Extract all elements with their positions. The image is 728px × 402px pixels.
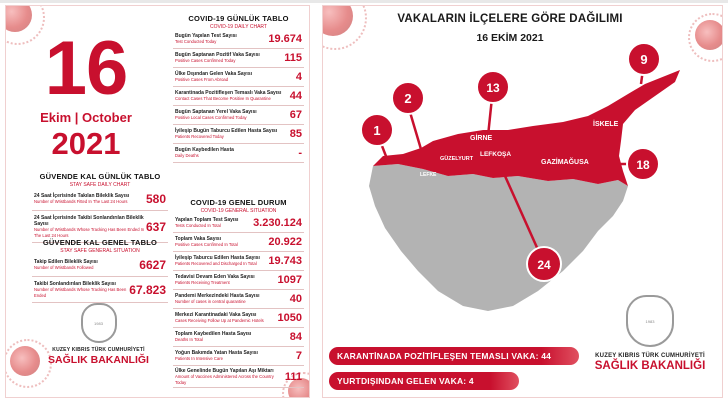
row-label-en: Patients Recovered and Discharged In Total <box>175 261 257 267</box>
row-label-en: Number of Wristbands Whose Tracking Has Been Ended <box>34 287 127 298</box>
row-label-en: Patients Receiving Treatment <box>175 280 230 286</box>
row-label: Pandemi Merkezindeki Hasta Sayısı <box>175 293 260 300</box>
bubble-girne[interactable] <box>477 71 509 103</box>
region-label-guzelyurt: GÜZELYURT <box>440 156 474 162</box>
row-label: Bugün Saptanan Yerel Vaka Sayısı <box>175 109 257 116</box>
bubble-count: 24 <box>537 258 551 272</box>
row-label: Ülke Dışından Gelen Vaka Sayısı <box>175 71 252 78</box>
row-label-en: Patients Recovered Today <box>175 134 224 140</box>
emblem-icon <box>81 303 117 343</box>
row-label-en: Tests Conducted In Total <box>175 223 221 229</box>
region-label-lefke: LEFKE <box>420 172 437 178</box>
south-region-shape <box>369 164 628 311</box>
emblem-icon <box>626 295 674 347</box>
section-subtitle: COVID-19 DAILY CHART <box>210 24 267 30</box>
bubble-iskele[interactable] <box>628 43 660 75</box>
table-row <box>173 68 304 87</box>
table-row <box>173 252 304 271</box>
row-value: 115 <box>284 52 302 64</box>
abroad-cases-banner: YURTDIŞINDAN GELEN VAKA: 4 <box>329 372 519 390</box>
row-label: İyileşip Taburcu Edilen Hasta Sayısı <box>175 255 260 262</box>
top-border <box>0 0 728 3</box>
row-value: 44 <box>289 90 302 102</box>
table-row <box>173 233 304 252</box>
row-label-en: Number of Wristbands Whose Tracking Has Been Ended In The Last 24 Hours <box>34 227 145 238</box>
row-value: - <box>298 147 302 159</box>
row-value: 19.674 <box>268 33 302 45</box>
row-label: Ülke Genelinde Bugün Yapılan Aşı Miktarı <box>175 368 274 374</box>
virus-decoration-icon <box>5 5 32 32</box>
bubble-count: 1 <box>373 123 381 138</box>
table-row <box>173 144 304 163</box>
section-subtitle: STAY SAFE DAILY CHART <box>69 182 131 188</box>
row-label: Bugün Saptanan Pozitif Vaka Sayısı <box>175 52 260 59</box>
covid-daily-table <box>173 14 304 163</box>
table-row <box>173 347 304 366</box>
row-value: 580 <box>145 192 166 206</box>
table-row <box>173 366 304 388</box>
row-label-en: Positive Local Cases Confirmed Today <box>175 115 247 121</box>
emblem-year: 1983 <box>94 320 103 326</box>
section-title: COVID-19 GÜNLÜK TABLO <box>188 14 289 23</box>
row-value: 85 <box>289 128 302 140</box>
row-label-en: Test Conducted Today <box>175 39 217 45</box>
table-row <box>173 30 304 49</box>
bubble-lefke[interactable] <box>361 114 393 146</box>
row-label-en: Amount of Vaccines Administered Across the Country Today <box>175 374 274 385</box>
row-label: Yapılan Toplam Test Sayısı <box>175 217 239 224</box>
row-value: 40 <box>289 293 302 305</box>
report-date <box>16 26 156 161</box>
row-label: İyileşip Bugün Taburcu Edilen Hasta Sayısı <box>175 128 278 135</box>
row-value: 20.922 <box>268 236 302 248</box>
date-day: 16 <box>44 26 128 111</box>
row-value: 4 <box>295 71 302 83</box>
row-value: 67.823 <box>129 282 166 297</box>
section-subtitle: COVID-19 GENERAL SITUATION <box>200 208 277 214</box>
ministry-logo <box>585 295 715 372</box>
row-label-en: Deaths In Total <box>175 337 203 343</box>
date-year: 2021 <box>51 126 121 161</box>
region-label-lefkosa: LEFKOŞA <box>480 151 512 158</box>
table-row <box>173 309 304 328</box>
bubble-gazimagusa[interactable] <box>627 148 659 180</box>
section-subtitle: STAY SAFE GENERAL SITUATION <box>60 248 140 254</box>
row-label: Toplam Vaka Sayısı <box>175 236 222 243</box>
row-label: Bugün Kaybedilen Hasta <box>175 147 234 154</box>
table-row <box>173 106 304 125</box>
table-row <box>32 254 168 277</box>
row-label-en: Number of Wristbands Fitted In The Last 24 Hours <box>34 199 128 205</box>
row-value: 3.230.124 <box>253 217 302 229</box>
map-title: VAKALARIN İLÇELERE GÖRE DAĞILIMI <box>397 13 623 25</box>
region-label-iskele: İSKELE <box>593 121 619 128</box>
row-label: Toplam Kaybedilen Hasta Sayısı <box>175 331 252 338</box>
table-row <box>173 125 304 144</box>
row-value: 67 <box>289 109 302 121</box>
table-row <box>32 188 168 211</box>
row-label: 24 Saat İçerisinde Takılan Bileklik Sayısı <box>34 193 130 200</box>
table-row <box>32 277 168 303</box>
bubble-lefkosa[interactable] <box>527 247 561 281</box>
row-label-en: Number of Wristbands Followed <box>34 265 94 271</box>
row-label: Takip Edilen Bileklik Sayısı <box>34 259 98 266</box>
row-value: 7 <box>295 350 302 362</box>
ministry-name: SAĞLIK BAKANLIĞI <box>594 360 706 372</box>
row-label-en: Cases Receiving Follow Up at Pandemic Hotels <box>175 318 264 324</box>
ministry-country: KUZEY KIBRIS TÜRK CUMHURİYETİ <box>52 347 145 353</box>
ministry-name: SAĞLIK BAKANLIĞI <box>48 354 149 366</box>
row-label-en: Positive Cases Confirmed Today <box>175 58 236 64</box>
row-value: 19.743 <box>268 255 302 267</box>
row-label-en: Contact Cases That Become Positive In Quarantine <box>175 96 271 102</box>
bubble-count: 18 <box>636 158 650 172</box>
row-label-en: Number of cases in central quarantine <box>175 299 246 305</box>
table-row <box>173 214 304 233</box>
row-label-en: Positive Cases Confirmed In Total <box>175 242 238 248</box>
section-title: COVID-19 GENEL DURUM <box>190 198 287 207</box>
ministry-logo <box>36 303 161 366</box>
bubble-count: 9 <box>640 52 648 67</box>
stay-safe-general-table <box>32 238 168 303</box>
row-label-en: Patients In Intensive Care <box>175 356 223 362</box>
row-value: 111 <box>284 370 302 383</box>
table-row <box>173 290 304 309</box>
table-row <box>173 328 304 347</box>
row-value: 84 <box>289 331 302 343</box>
section-title: GÜVENDE KAL GENEL TABLO <box>42 238 158 247</box>
bubble-count: 2 <box>404 91 412 106</box>
bubble-count: 13 <box>486 81 500 95</box>
daily-report-poster <box>5 5 310 398</box>
row-label-en: Daily Deaths <box>175 153 199 159</box>
row-label: Tedavisi Devam Eden Vaka Sayısı <box>175 274 255 281</box>
row-label: Bugün Yapılan Test Sayısı <box>175 33 237 40</box>
row-value: 1050 <box>277 312 302 324</box>
row-value: 6627 <box>139 258 166 272</box>
region-label-girne: GİRNE <box>470 135 493 142</box>
district-map-poster <box>322 5 723 398</box>
row-value: 637 <box>145 219 166 234</box>
table-row <box>173 271 304 290</box>
region-label-gazimagusa: GAZİMAĞUSA <box>541 159 589 166</box>
table-row <box>173 87 304 106</box>
table-row <box>173 49 304 68</box>
row-value: 1097 <box>277 274 302 286</box>
row-label: Merkezi Karantinadaki Vaka Sayısı <box>175 312 257 319</box>
row-label: 24 Saat İçerisinde Takibi Sonlandırılan Bileklik Sayısı <box>34 215 144 227</box>
row-label: Karantinada Pozitifleşen Temaslı Vaka Sayısı <box>175 90 282 97</box>
covid-general-table <box>173 198 304 388</box>
row-label-en: Positive Cases From Abroad <box>175 77 229 83</box>
ministry-country: KUZEY KIBRIS TÜRK CUMHURİYETİ <box>595 353 705 359</box>
stay-safe-daily-table <box>32 172 168 243</box>
row-label: Takibi Sonlandırılan Bileklik Sayısı <box>34 281 116 287</box>
emblem-year: 1983 <box>645 318 655 324</box>
bubble-guzelyurt[interactable] <box>392 82 424 114</box>
section-title: GÜVENDE KAL GÜNLÜK TABLO <box>39 172 161 181</box>
contact-cases-banner: KARANTİNADA POZİTİFLEŞEN TEMASLI VAKA: 44 <box>329 347 579 365</box>
date-month: Ekim | October <box>40 110 132 125</box>
row-label: Yoğun Bakımda Yatan Hasta Sayısı <box>175 350 258 357</box>
map-date: 16 EKİM 2021 <box>476 32 544 44</box>
